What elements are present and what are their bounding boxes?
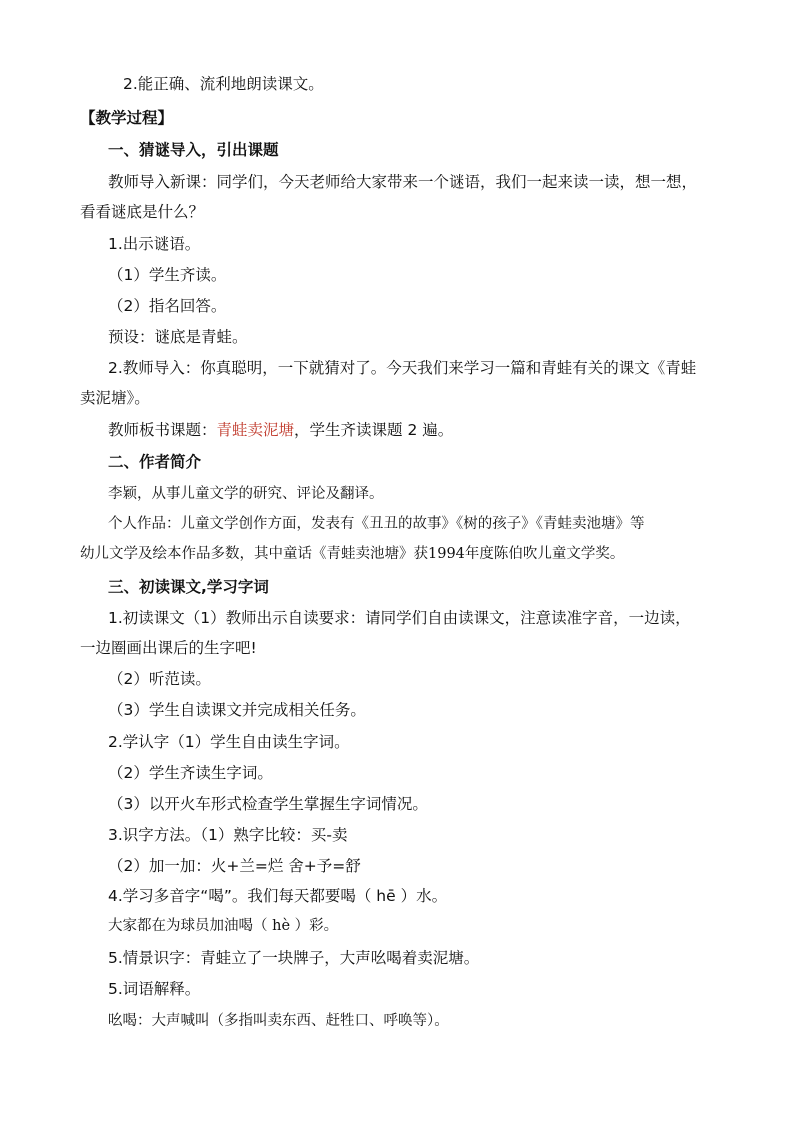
highlighted-lesson-title: 青蛙卖泥塘: [216, 421, 295, 439]
paragraph-line: 大家都在为球员加油喝（ hè ）彩。: [108, 918, 339, 934]
objective-line: 2.能正确、流利地朗读课文。: [123, 75, 324, 93]
section-heading-process: 【教学过程】: [80, 109, 174, 127]
board-title-line: [108, 420, 453, 440]
part2-heading: 二、作者简介: [108, 453, 202, 471]
paragraph-line: 卖泥塘》。: [80, 389, 150, 407]
paragraph-line: 个人作品：儿童文学创作方面，发表有《丑丑的故事》《树的孩子》《青蛙卖池塘》等: [108, 516, 645, 532]
list-item: 2.学认字（1）学生自由读生字词。: [108, 733, 350, 751]
list-item: 2.教师导入：你真聪明，一下就猜对了。今天我们来学习一篇和青蛙有关的课文《青蛙: [108, 359, 697, 377]
paragraph-line: 李颖，从事儿童文学的研究、评论及翻译。: [108, 486, 384, 502]
list-subitem: （2）学生齐读生字词。: [108, 764, 273, 782]
list-item: 4.学习多音字“喝”。我们每天都要喝（ hē ）水。: [108, 887, 448, 905]
list-subitem: （2）听范读。: [108, 670, 211, 688]
board-suffix: ，学生齐读课题 2 遍。: [294, 421, 454, 439]
list-subitem: （1）学生齐读。: [108, 266, 227, 284]
list-item: 3.识字方法。（1）熟字比较：买-卖: [108, 826, 348, 844]
paragraph-line: 吆喝：大声喊叫（多指叫卖东西、赶牲口、呼唤等）。: [108, 1013, 449, 1029]
paragraph-line: 看看谜底是什么？: [80, 203, 205, 221]
paragraph-line: 幼儿文学及绘本作品多数，其中童话《青蛙卖池塘》获1994年度陈伯吹儿童文学奖。: [80, 546, 625, 562]
part1-heading: 一、猜谜导入，引出课题: [108, 141, 279, 159]
list-item: 1.初读课文（1）教师出示自读要求：请同学们自由读课文，注意读准字音，一边读，: [108, 609, 691, 627]
paragraph-line: 预设：谜底是青蛙。: [108, 328, 248, 346]
list-subitem: （3）以开火车形式检查学生掌握生字词情况。: [108, 795, 428, 813]
list-subitem: （2）加一加：火+兰=烂 舍+予=舒: [108, 857, 361, 875]
paragraph-line: 一边圈画出课后的生字吧!: [80, 639, 257, 657]
paragraph-line: 教师导入新课：同学们，今天老师给大家带来一个谜语，我们一起来读一读，想一想，: [108, 173, 698, 191]
list-item: 5.情景识字：青蛙立了一块牌子，大声吆喝着卖泥塘。: [108, 949, 480, 967]
list-subitem: （2）指名回答。: [108, 297, 227, 315]
list-item: 5.词语解释。: [108, 980, 201, 998]
part3-heading: 三、初读课文,学习字词: [108, 578, 269, 596]
list-subitem: （3）学生自读课文并完成相关任务。: [108, 701, 366, 719]
board-prefix: 教师板书课题：: [108, 421, 217, 439]
list-item: 1.出示谜语。: [108, 235, 201, 253]
